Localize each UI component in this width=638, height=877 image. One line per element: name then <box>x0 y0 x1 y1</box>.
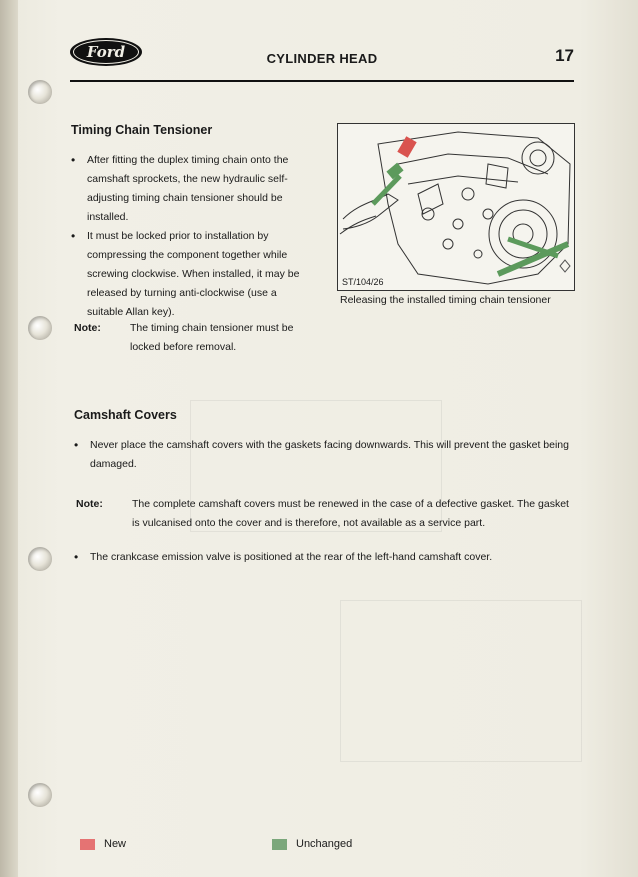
text-line: released by turning anti-clockwise (use a <box>87 287 277 299</box>
text-line: screwing clockwise. When installed, it may be <box>87 268 300 280</box>
list-item <box>71 227 321 322</box>
page-header <box>70 36 574 82</box>
note-text <box>130 319 293 357</box>
legend-unchanged <box>272 838 352 850</box>
red-tensioner <box>397 136 416 158</box>
header-title: CYLINDER HEAD <box>266 51 378 66</box>
figure-reference: ST/104/26 <box>342 277 384 287</box>
tensioner-bullet-list <box>71 151 321 322</box>
camshaft-bullet-list-2 <box>74 548 574 567</box>
text-line: adjusting timing chain tensioner should be <box>87 192 283 204</box>
show-through-figure <box>340 600 582 762</box>
legend-unchanged-label: Unchanged <box>296 838 353 850</box>
text-line: The complete camshaft covers must be renewed in the case of a defective gasket. The gasket <box>132 498 569 510</box>
unchanged-swatch <box>272 839 287 850</box>
text-line: damaged. <box>90 458 137 470</box>
list-item <box>74 548 574 567</box>
text-line: suitable Allan key). <box>87 306 175 318</box>
text-line: • The crankcase emission valve is positioned at the rear of the left-hand camshaft cover. <box>90 551 493 563</box>
tensioner-note <box>74 319 324 359</box>
camshaft-note <box>76 495 576 535</box>
text-line: • It must be locked prior to installation by <box>87 230 269 242</box>
ford-logo-text: Ford <box>86 43 126 61</box>
punch-hole <box>28 80 52 104</box>
section-title-tensioner: Timing Chain Tensioner <box>71 123 213 137</box>
text-line: • After fitting the duplex timing chain onto the <box>87 154 289 166</box>
text-line: The timing chain tensioner must be <box>130 322 294 334</box>
note-label: Note: <box>74 322 101 334</box>
tensioner-illustration <box>337 123 575 291</box>
note-text <box>132 495 569 533</box>
engine-drawing <box>338 124 574 290</box>
legend-new <box>80 838 126 850</box>
binding-edge <box>0 0 18 877</box>
camshaft-bullet-list <box>74 436 574 474</box>
text-line: • Never place the camshaft covers with the gaskets facing downwards. This will prevent the gasket being <box>90 439 569 451</box>
text-line: installed. <box>87 211 129 223</box>
page-number: 17 <box>555 46 574 65</box>
punch-hole <box>28 547 52 571</box>
legend-new-label: New <box>104 838 127 850</box>
text-line: compressing the component together while <box>87 249 288 261</box>
text-line: locked before removal. <box>130 341 237 353</box>
text-line: camshaft sprockets, the new hydraulic self- <box>87 173 288 185</box>
list-item <box>74 436 574 474</box>
note-label: Note: <box>76 498 103 510</box>
punch-hole <box>28 316 52 340</box>
text-line: is vulcanised onto the cover and is therefore, not available as a service part. <box>132 517 486 529</box>
punch-hole <box>28 783 52 807</box>
new-swatch <box>80 839 95 850</box>
figure-caption: Releasing the installed timing chain tensioner <box>340 294 551 306</box>
list-item <box>71 151 321 227</box>
section-title-camshaft: Camshaft Covers <box>74 408 177 422</box>
